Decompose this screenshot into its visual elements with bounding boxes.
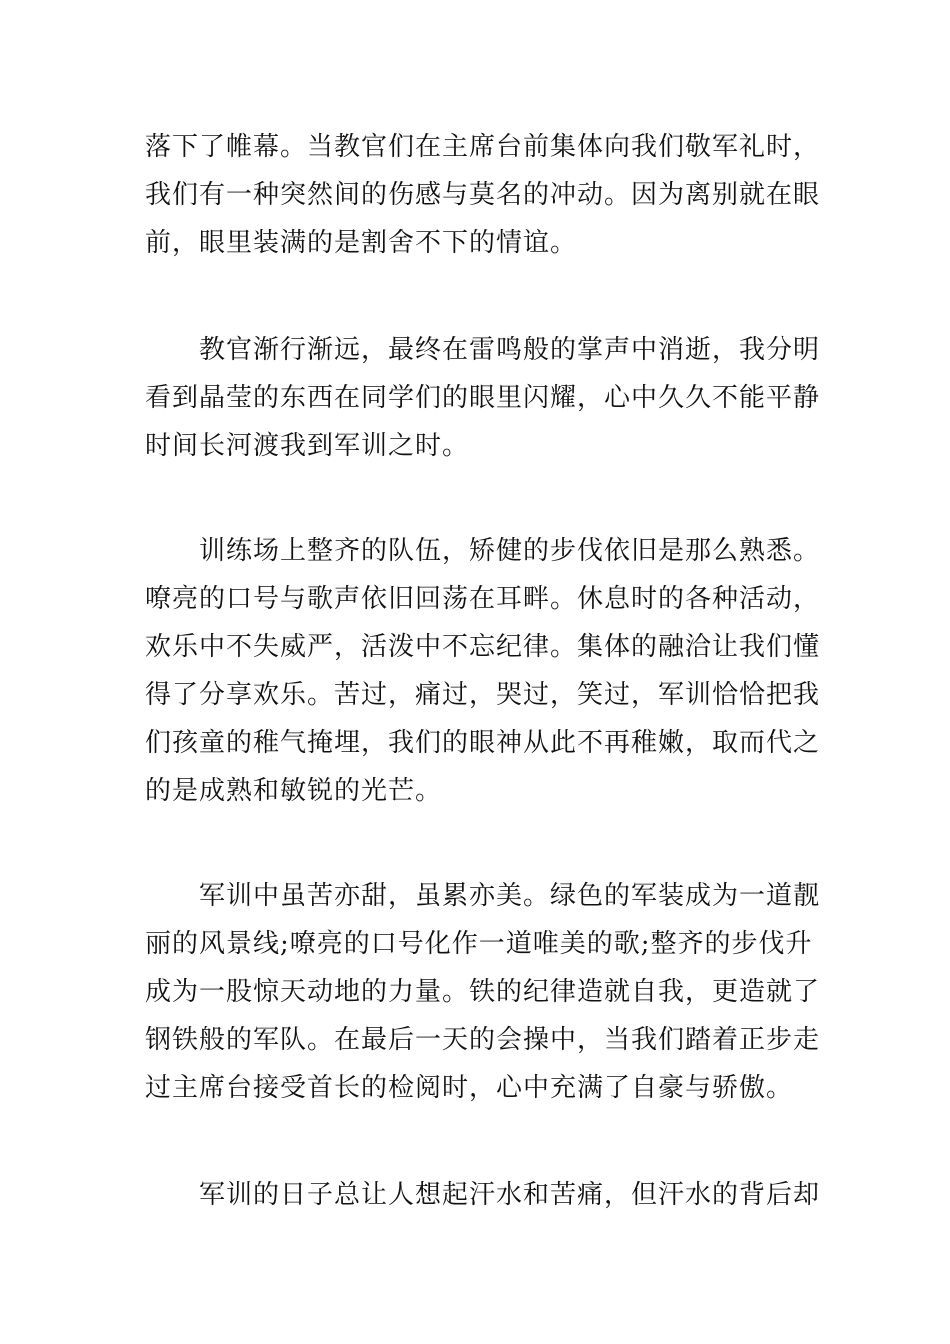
text-line: 得了分享欢乐。苦过，痛过，哭过，笑过，军训恰恰把我	[145, 680, 821, 710]
paragraph-5	[145, 1171, 821, 1219]
paragraph-4	[145, 872, 821, 1112]
text-line: 训练场上整齐的队伍，矫健的步伐依旧是那么熟悉。	[199, 536, 821, 566]
text-line: 们孩童的稚气掩埋，我们的眼神从此不再稚嫩，取而代之	[145, 728, 821, 758]
paragraph-2	[145, 326, 821, 470]
paragraph-1	[145, 123, 821, 267]
text-line: 前，眼里装满的是割舍不下的情谊。	[145, 228, 578, 258]
text-line: 过主席台接受首长的检阅时，心中充满了自豪与骄傲。	[145, 1073, 794, 1103]
text-line: 时间长河渡我到军训之时。	[145, 431, 470, 461]
text-line: 丽的风景线;嘹亮的口号化作一道唯美的歌;整齐的步伐升	[145, 929, 813, 959]
text-line: 成为一股惊天动地的力量。铁的纪律造就自我，更造就了	[145, 977, 821, 1007]
text-line: 的是成熟和敏锐的光芒。	[145, 776, 443, 806]
paragraph-3	[145, 527, 821, 815]
text-line: 我们有一种突然间的伤感与莫名的冲动。因为离别就在眼	[145, 180, 821, 210]
text-line: 钢铁般的军队。在最后一天的会操中，当我们踏着正步走	[145, 1025, 821, 1055]
text-line: 军训的日子总让人想起汗水和苦痛，但汗水的背后却	[199, 1180, 821, 1210]
text-line: 落下了帷幕。当教官们在主席台前集体向我们敬军礼时，	[145, 132, 821, 162]
text-line: 军训中虽苦亦甜，虽累亦美。绿色的军装成为一道靓	[199, 881, 821, 911]
text-line: 看到晶莹的东西在同学们的眼里闪耀，心中久久不能平静	[145, 383, 821, 413]
text-line: 欢乐中不失威严，活泼中不忘纪律。集体的融洽让我们懂	[145, 632, 821, 662]
text-line: 嘹亮的口号与歌声依旧回荡在耳畔。休息时的各种活动，	[145, 584, 821, 614]
text-line: 教官渐行渐远，最终在雷鸣般的掌声中消逝，我分明	[199, 335, 821, 365]
